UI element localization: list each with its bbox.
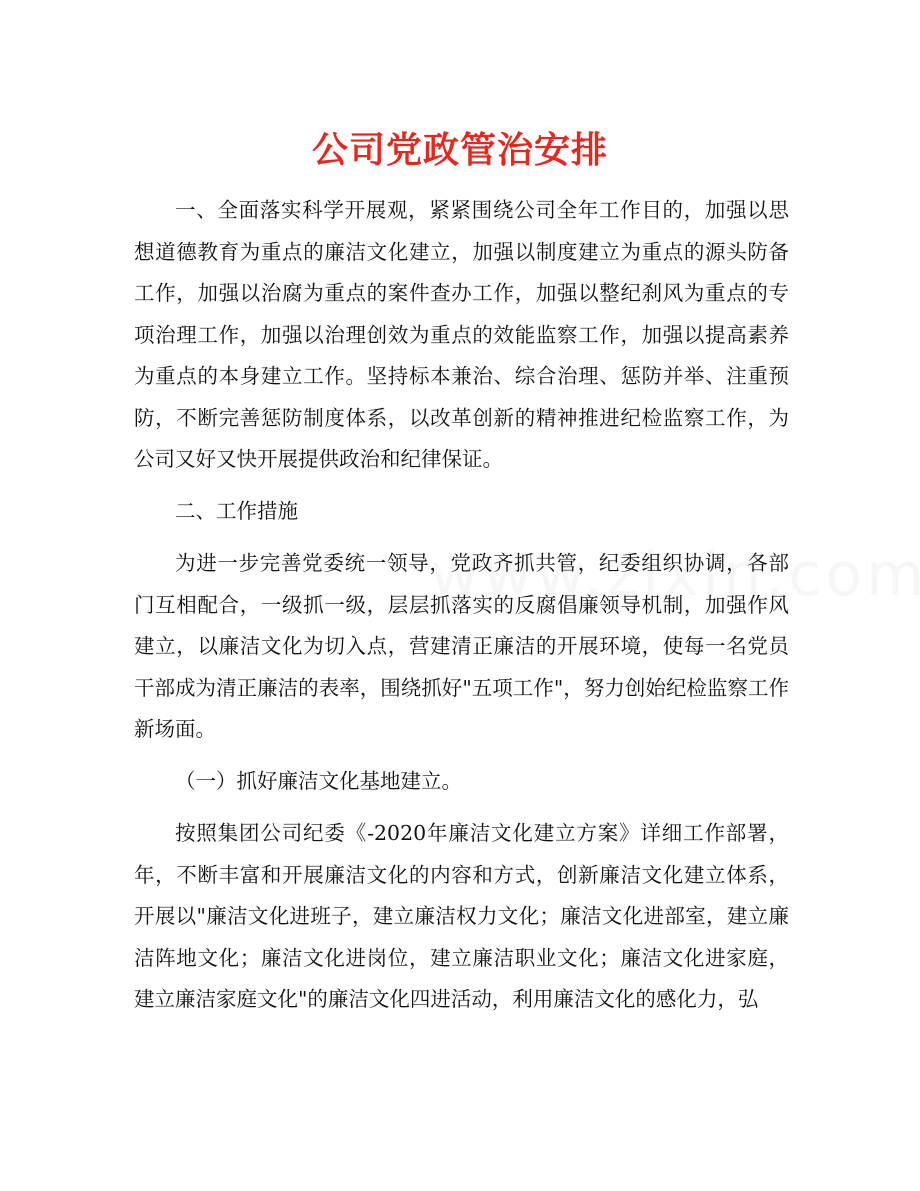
document-title: 公司党政管治安排 <box>311 130 608 171</box>
paragraph: 按照集团公司纪委《-2020年廉洁文化建立方案》详细工作部署，年，不断丰富和开展廉洁文化的内容和方式，创新廉洁文化建立体系，开展以"廉洁文化进班子，建立廉洁权力文化；廉洁文化进部室，建立廉洁阵地文化；廉洁文化进岗位，建立廉洁职业文化；廉洁文化进家庭，建立廉洁家庭文化"的廉洁文化四进活动，利用廉洁文化的感化力，弘 <box>134 821 789 1011</box>
paragraph: 一、全面落实科学开展观，紧紧围绕公司全年工作目的，加强以思想道德教育为重点的廉洁文化建立，加强以制度建立为重点的源头防备工作，加强以治腐为重点的案件查办工作，加强以整纪刹风为重点的专项治理工作，加强以治理创效为重点的效能监察工作，加强以提高素养为重点的本身建立工作。坚持标本兼治、综合治理、惩防并举、注重预防，不断完善惩防制度体系，以改革创新的精神推进纪检监察工作，为公司又好又快开展提供政治和纪律保证。 <box>134 198 789 471</box>
document-body <box>134 190 789 1031</box>
subsection-heading: （一）抓好廉洁文化基地建立。 <box>175 769 462 793</box>
paragraph: 为进一步完善党委统一领导，党政齐抓共管，纪委组织协调，各部门互相配合，一级抓一级，层层抓落实的反腐倡廉领导机制，加强作风建立，以廉洁文化为切入点，营建清正廉洁的开展环境，使每一名党员干部成为清正廉洁的表率，围绕抓好"五项工作"，努力创始纪检监察工作新场面。 <box>134 551 789 741</box>
section-heading: 二、工作措施 <box>175 499 298 523</box>
